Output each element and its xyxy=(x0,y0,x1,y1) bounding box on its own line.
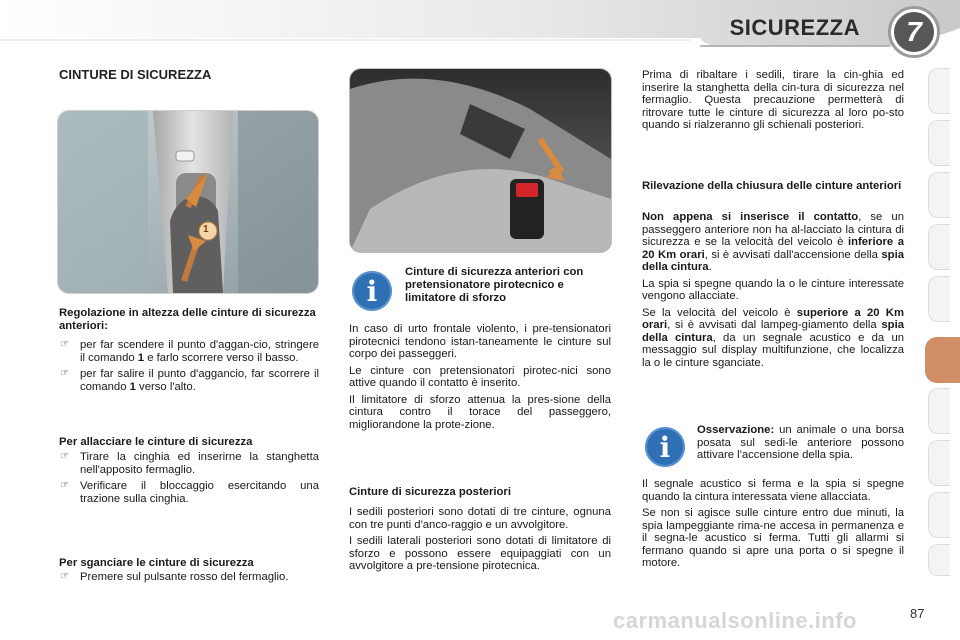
belt-detection-heading: Rilevazione della chiusura delle cinture anteriori xyxy=(642,180,902,192)
belt-height-adjuster-image xyxy=(57,110,319,294)
chapter-tab[interactable] xyxy=(928,440,950,486)
fold-seats-text: Prima di ribaltare i sedili, tirare la cin-ghia ed inserire la stanghetta della cin-tura di sicurezza nel fermaglio. Questa precauzione permetterà di ritrovare tutte le cinture di sicurezza al loro po-sto quando si rialzeranno gli schienali posteriori. xyxy=(642,69,904,131)
info-icon: i xyxy=(352,271,392,311)
hand-pointer-icon: ☞ xyxy=(60,480,69,491)
chapter-tab[interactable] xyxy=(928,492,950,538)
chapter-tab[interactable] xyxy=(928,120,950,166)
chapter-title: SICUREZZA xyxy=(729,15,860,40)
belt-buckle-image xyxy=(349,68,612,253)
hand-pointer-icon: ☞ xyxy=(60,339,69,350)
list-item: ☞ Premere sul pulsante rosso del fermaglio. xyxy=(60,571,289,583)
unfasten-list xyxy=(59,571,319,588)
info-icon: i xyxy=(645,427,685,467)
watermark: carmanualsonline.info xyxy=(613,608,857,633)
list-item: ☞ Verificare il bloccaggio esercitando una trazione sulla cinghia. xyxy=(60,480,319,505)
list-item: ☞ per far salire il punto d'aggancio, far scorrere il comando 1 verso l'alto. xyxy=(60,368,319,393)
fasten-list xyxy=(59,451,319,509)
chapter-number: 7 xyxy=(894,12,934,52)
rear-belts-text: I sedili posteriori sono dotati di tre cinture, ognuna con tre punti d'anco-raggio e un avvolgitore. I sedili laterali posteriori sono dotati di limitatore di sforzo e possono essere equipaggiati con un avvolgitore a pre-tensione pirotecnica. xyxy=(349,506,611,572)
height-adjust-list xyxy=(59,339,319,397)
list-item: ☞ per far scendere il punto d'aggan-cio, stringere il comando 1 e farlo scorrere verso il basso. xyxy=(60,339,319,364)
hand-pointer-icon: ☞ xyxy=(60,368,69,379)
pretensioner-heading: Cinture di sicurezza anteriori con pretensionatore pirotecnico e limitatore di sforzo xyxy=(405,266,584,304)
chapter-tab[interactable] xyxy=(928,276,950,322)
fasten-heading: Per allacciare le cinture di sicurezza xyxy=(59,436,253,448)
page-number: 87 xyxy=(910,606,925,621)
unfasten-heading: Per sganciare le cinture di sicurezza xyxy=(59,557,254,569)
note-text: Osservazione: un animale o una borsa posata sul sedi-le anteriore possono attivare l'accensione della spia. xyxy=(697,424,904,461)
chapter-tab[interactable] xyxy=(928,544,950,576)
hand-pointer-icon: ☞ xyxy=(60,571,69,582)
warning-stop-text: Il segnale acustico si ferma e la spia si spegne quando la cintura interessata viene allacciata. Se non si agisce sulle cinture entro due minuti, la spia lampeggiante rima-ne accesa in permanenza e il segna-le acustico si ferma. Tutti gli allarmi si fermano quando si apre una porta o si spegne il motore. xyxy=(642,478,904,569)
pretensioner-text: In caso di urto frontale violento, i pre-tensionatori pirotecnici tendono istan-taneamente le cinture sul corpo dei passeggeri. Le cinture con pretensionatori pirotec-nici sono attive quando il contatto è inserito. Il limitatore di sforzo attenua la pres-sione della cintura contro il torace del passeggero, migliorandone la prote-zione. xyxy=(349,323,611,431)
chapter-tab[interactable] xyxy=(928,68,950,114)
rear-belts-heading: Cinture di sicurezza posteriori xyxy=(349,486,511,498)
section-title: CINTURE DI SICUREZZA xyxy=(59,67,212,82)
chapter-tabs xyxy=(928,68,954,576)
list-item: ☞ Tirare la cinghia ed inserirne la stanghetta nell'apposito fermaglio. xyxy=(60,451,319,476)
chapter-tab[interactable] xyxy=(928,224,950,270)
chapter-tab[interactable] xyxy=(928,388,950,434)
chapter-tab[interactable] xyxy=(928,172,950,218)
belt-detection-text: Non appena si inserisce il contatto, se un passeggero anteriore non ha al-lacciato la cintura di sicurezza e se la velocità del veicolo è inferiore a 20 Km orari, si è avvisati dall'accensione della spia della cintura. La spia si spegne quando la o le cinture interessate vengono allacciate. Se la velocità del veicolo è superiore a 20 Km orari, si è avvisati dal lampeg-giamento della spia della cintura, da un segnale acustico e da un messaggio sul display multifunzione, che localizza la o le cinture sganciate. xyxy=(642,211,905,369)
callout-1: 1 xyxy=(203,224,209,235)
hand-pointer-icon: ☞ xyxy=(60,451,69,462)
chapter-tab-active[interactable] xyxy=(925,337,960,383)
chapter-number-badge xyxy=(888,6,940,58)
height-adjust-heading: Regolazione in altezza delle cinture di sicurezza anteriori: xyxy=(59,307,316,332)
